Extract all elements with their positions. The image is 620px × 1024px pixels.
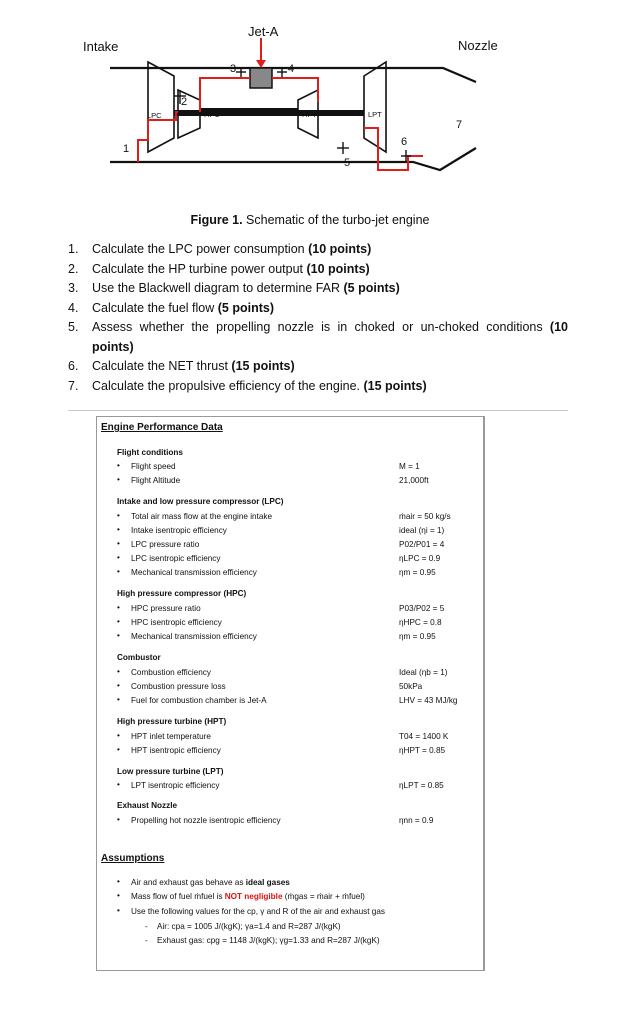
table-row <box>117 632 477 644</box>
bullet: • <box>117 877 120 886</box>
question-number: 1. <box>68 242 79 256</box>
bullet: • <box>117 681 120 690</box>
question-text: Use the Blackwell diagram to determine FAR <box>92 281 344 295</box>
table-row <box>117 554 477 566</box>
row-label: HPT isentropic efficiency <box>131 746 221 755</box>
bullet: • <box>117 553 120 562</box>
row-value: ηHPT = 0.85 <box>399 746 446 755</box>
assumption-formula: (ṁgas = ṁair + ṁfuel) <box>282 892 365 901</box>
engine-schematic <box>78 20 538 200</box>
list-item <box>68 240 568 260</box>
row-label: Fuel for combustion chamber is Jet-A <box>131 696 267 705</box>
row-value: Ideal (ηb = 1) <box>399 668 448 677</box>
casing-outline-bottom <box>110 148 476 170</box>
question-points: (5 points) <box>343 281 400 295</box>
station-7: 7 <box>456 119 463 131</box>
row-label: LPC isentropic efficiency <box>131 554 221 563</box>
question-text: Calculate the HP turbine power output <box>92 261 307 276</box>
bullet: • <box>117 617 120 626</box>
station-2: 2 <box>181 96 188 108</box>
table-row <box>117 746 477 758</box>
section-divider <box>68 410 568 411</box>
table-row <box>117 668 477 680</box>
row-label: Mechanical transmission efficiency <box>131 632 257 641</box>
section-nozzle: Exhaust Nozzle <box>117 801 178 810</box>
table-row <box>117 462 477 474</box>
assumption-item <box>117 907 472 919</box>
list-item <box>68 299 568 319</box>
question-points: (10 points) <box>92 320 568 354</box>
section-hpt: High pressure turbine (HPT) <box>117 717 227 726</box>
station-5: 5 <box>344 157 351 169</box>
bullet: • <box>117 631 120 640</box>
station-6: 6 <box>401 136 408 148</box>
question-points: (10 points) <box>308 242 372 256</box>
row-label: Combustion efficiency <box>131 668 211 677</box>
assumption-emphasis: ideal gases <box>245 878 290 887</box>
section-lpt: Low pressure turbine (LPT) <box>117 767 224 776</box>
question-number: 3. <box>68 281 79 295</box>
row-value: LHV = 43 MJ/kg <box>399 696 458 705</box>
assumption-text: Mass flow of fuel ṁfuel is <box>131 892 225 901</box>
assumption-text: Use the following values for the cp, γ and R of the air and exhaust gas <box>131 907 385 916</box>
question-text: Calculate the propulsive efficiency of the engine. <box>92 378 364 393</box>
table-row <box>117 526 477 538</box>
label-lpc: LPC <box>147 111 162 120</box>
row-value: ideal (ηi = 1) <box>399 526 445 535</box>
list-item <box>68 279 568 299</box>
combustion-chamber <box>250 68 272 88</box>
section-hpc: High pressure compressor (HPC) <box>117 589 247 598</box>
row-value: ηm = 0.95 <box>399 632 436 641</box>
station-3: 3 <box>230 63 237 75</box>
table-row <box>117 816 477 828</box>
label-hpc: HPC <box>204 110 220 119</box>
row-label: Combustion pressure loss <box>131 682 226 691</box>
question-number: 5. <box>68 320 79 334</box>
table-row <box>117 476 477 488</box>
row-label: HPC pressure ratio <box>131 604 201 613</box>
question-text: Calculate the NET thrust <box>92 359 232 373</box>
row-value: ηLPT = 0.85 <box>399 781 444 790</box>
list-item <box>68 357 568 377</box>
list-item <box>68 377 568 397</box>
bullet: • <box>117 815 120 824</box>
label-intake: Intake <box>83 39 119 54</box>
row-label: Flight Altitude <box>131 476 181 485</box>
caption-label: Figure 1. <box>190 213 243 227</box>
assumption-item <box>117 892 472 904</box>
air-properties: Air: cpa = 1005 J/(kgK); γa=1.4 and R=287 J/(kgK) <box>157 922 341 931</box>
table-row <box>117 512 477 524</box>
question-points: (10 points) <box>306 261 370 276</box>
question-list <box>68 240 568 396</box>
row-value: 50kPa <box>399 682 423 691</box>
label-nozzle: Nozzle <box>458 38 498 53</box>
question-number: 2. <box>68 261 79 276</box>
row-value: P03/P02 = 5 <box>399 604 445 613</box>
row-value: P02/P01 = 4 <box>399 540 445 549</box>
row-value: ηnn = 0.9 <box>399 816 434 825</box>
row-label: LPC pressure ratio <box>131 540 200 549</box>
engine-performance-table <box>96 416 485 971</box>
row-label: LPT isentropic efficiency <box>131 781 220 790</box>
list-item <box>68 260 568 280</box>
question-number: 4. <box>68 300 79 315</box>
row-value: ηm = 0.95 <box>399 568 436 577</box>
table-row <box>117 732 477 744</box>
row-value: ηHPC = 0.8 <box>399 618 442 627</box>
assumption-sub-item <box>145 922 465 934</box>
assumptions-title: Assumptions <box>101 853 165 864</box>
question-points: (15 points) <box>363 378 427 393</box>
assumption-warning: NOT negligible <box>224 892 283 901</box>
label-lpt: LPT <box>368 110 382 119</box>
dash: - <box>145 936 148 945</box>
lpc-outline <box>148 62 174 152</box>
dash: - <box>145 922 148 931</box>
lpt-outline <box>364 62 386 152</box>
table-row <box>117 540 477 552</box>
row-label: Total air mass flow at the engine intake <box>131 512 273 521</box>
bullet: • <box>117 667 120 676</box>
bullet: • <box>117 525 120 534</box>
bullet: • <box>117 745 120 754</box>
assumption-item <box>117 878 472 890</box>
bullet: • <box>117 461 120 470</box>
bullet: • <box>117 891 120 900</box>
row-value: M = 1 <box>399 462 420 471</box>
section-flight: Flight conditions <box>117 448 183 457</box>
row-label: Mechanical transmission efficiency <box>131 568 257 577</box>
table-row <box>117 682 477 694</box>
caption-text: Schematic of the turbo-jet engine <box>242 213 430 227</box>
section-combustor: Combustor <box>117 653 161 662</box>
question-number: 6. <box>68 359 79 373</box>
bullet: • <box>117 567 120 576</box>
table-row <box>117 604 477 616</box>
row-label: Propelling hot nozzle isentropic efficiency <box>131 816 281 825</box>
question-text: Calculate the fuel flow <box>92 300 218 315</box>
assumption-sub-item <box>145 936 465 948</box>
row-label: Intake isentropic efficiency <box>131 526 227 535</box>
bullet: • <box>117 539 120 548</box>
row-value: ṁair = 50 kg/s <box>399 512 451 521</box>
table-title: Engine Performance Data <box>101 422 223 433</box>
bullet: • <box>117 731 120 740</box>
bullet: • <box>117 511 120 520</box>
row-label: HPT inlet temperature <box>131 732 211 741</box>
list-item <box>68 318 568 357</box>
label-hpt: HPT <box>302 110 317 119</box>
figure-caption <box>0 213 620 227</box>
question-points: (5 points) <box>217 300 275 315</box>
label-jeta: Jet-A <box>248 24 279 39</box>
question-number: 7. <box>68 378 79 393</box>
section-lpc: Intake and low pressure compressor (LPC) <box>117 497 284 506</box>
bullet: • <box>117 780 120 789</box>
table-row <box>117 568 477 580</box>
question-text: Assess whether the propelling nozzle is in choked or un-choked conditions <box>92 320 550 334</box>
gas-properties: Exhaust gas: cpg = 1148 J/(kgK); γg=1.33 and R=287 J/(kgK) <box>157 936 380 945</box>
table-row <box>117 696 477 708</box>
question-text: Calculate the LPC power consumption <box>92 242 309 256</box>
table-row <box>117 618 477 630</box>
row-label: Flight speed <box>131 462 176 471</box>
row-label: HPC isentropic efficiency <box>131 618 222 627</box>
question-points: (15 points) <box>231 359 295 373</box>
row-value: ηLPC = 0.9 <box>399 554 441 563</box>
row-value: 21,000ft <box>399 476 429 485</box>
bullet: • <box>117 695 120 704</box>
fuel-arrow <box>256 60 266 68</box>
bullet: • <box>117 475 120 484</box>
assumption-text: Air and exhaust gas behave as <box>131 878 246 887</box>
table-row <box>117 781 477 793</box>
station-1: 1 <box>123 143 130 155</box>
row-value: T04 = 1400 K <box>399 732 449 741</box>
bullet: • <box>117 906 120 915</box>
bullet: • <box>117 603 120 612</box>
station-4: 4 <box>288 63 295 75</box>
